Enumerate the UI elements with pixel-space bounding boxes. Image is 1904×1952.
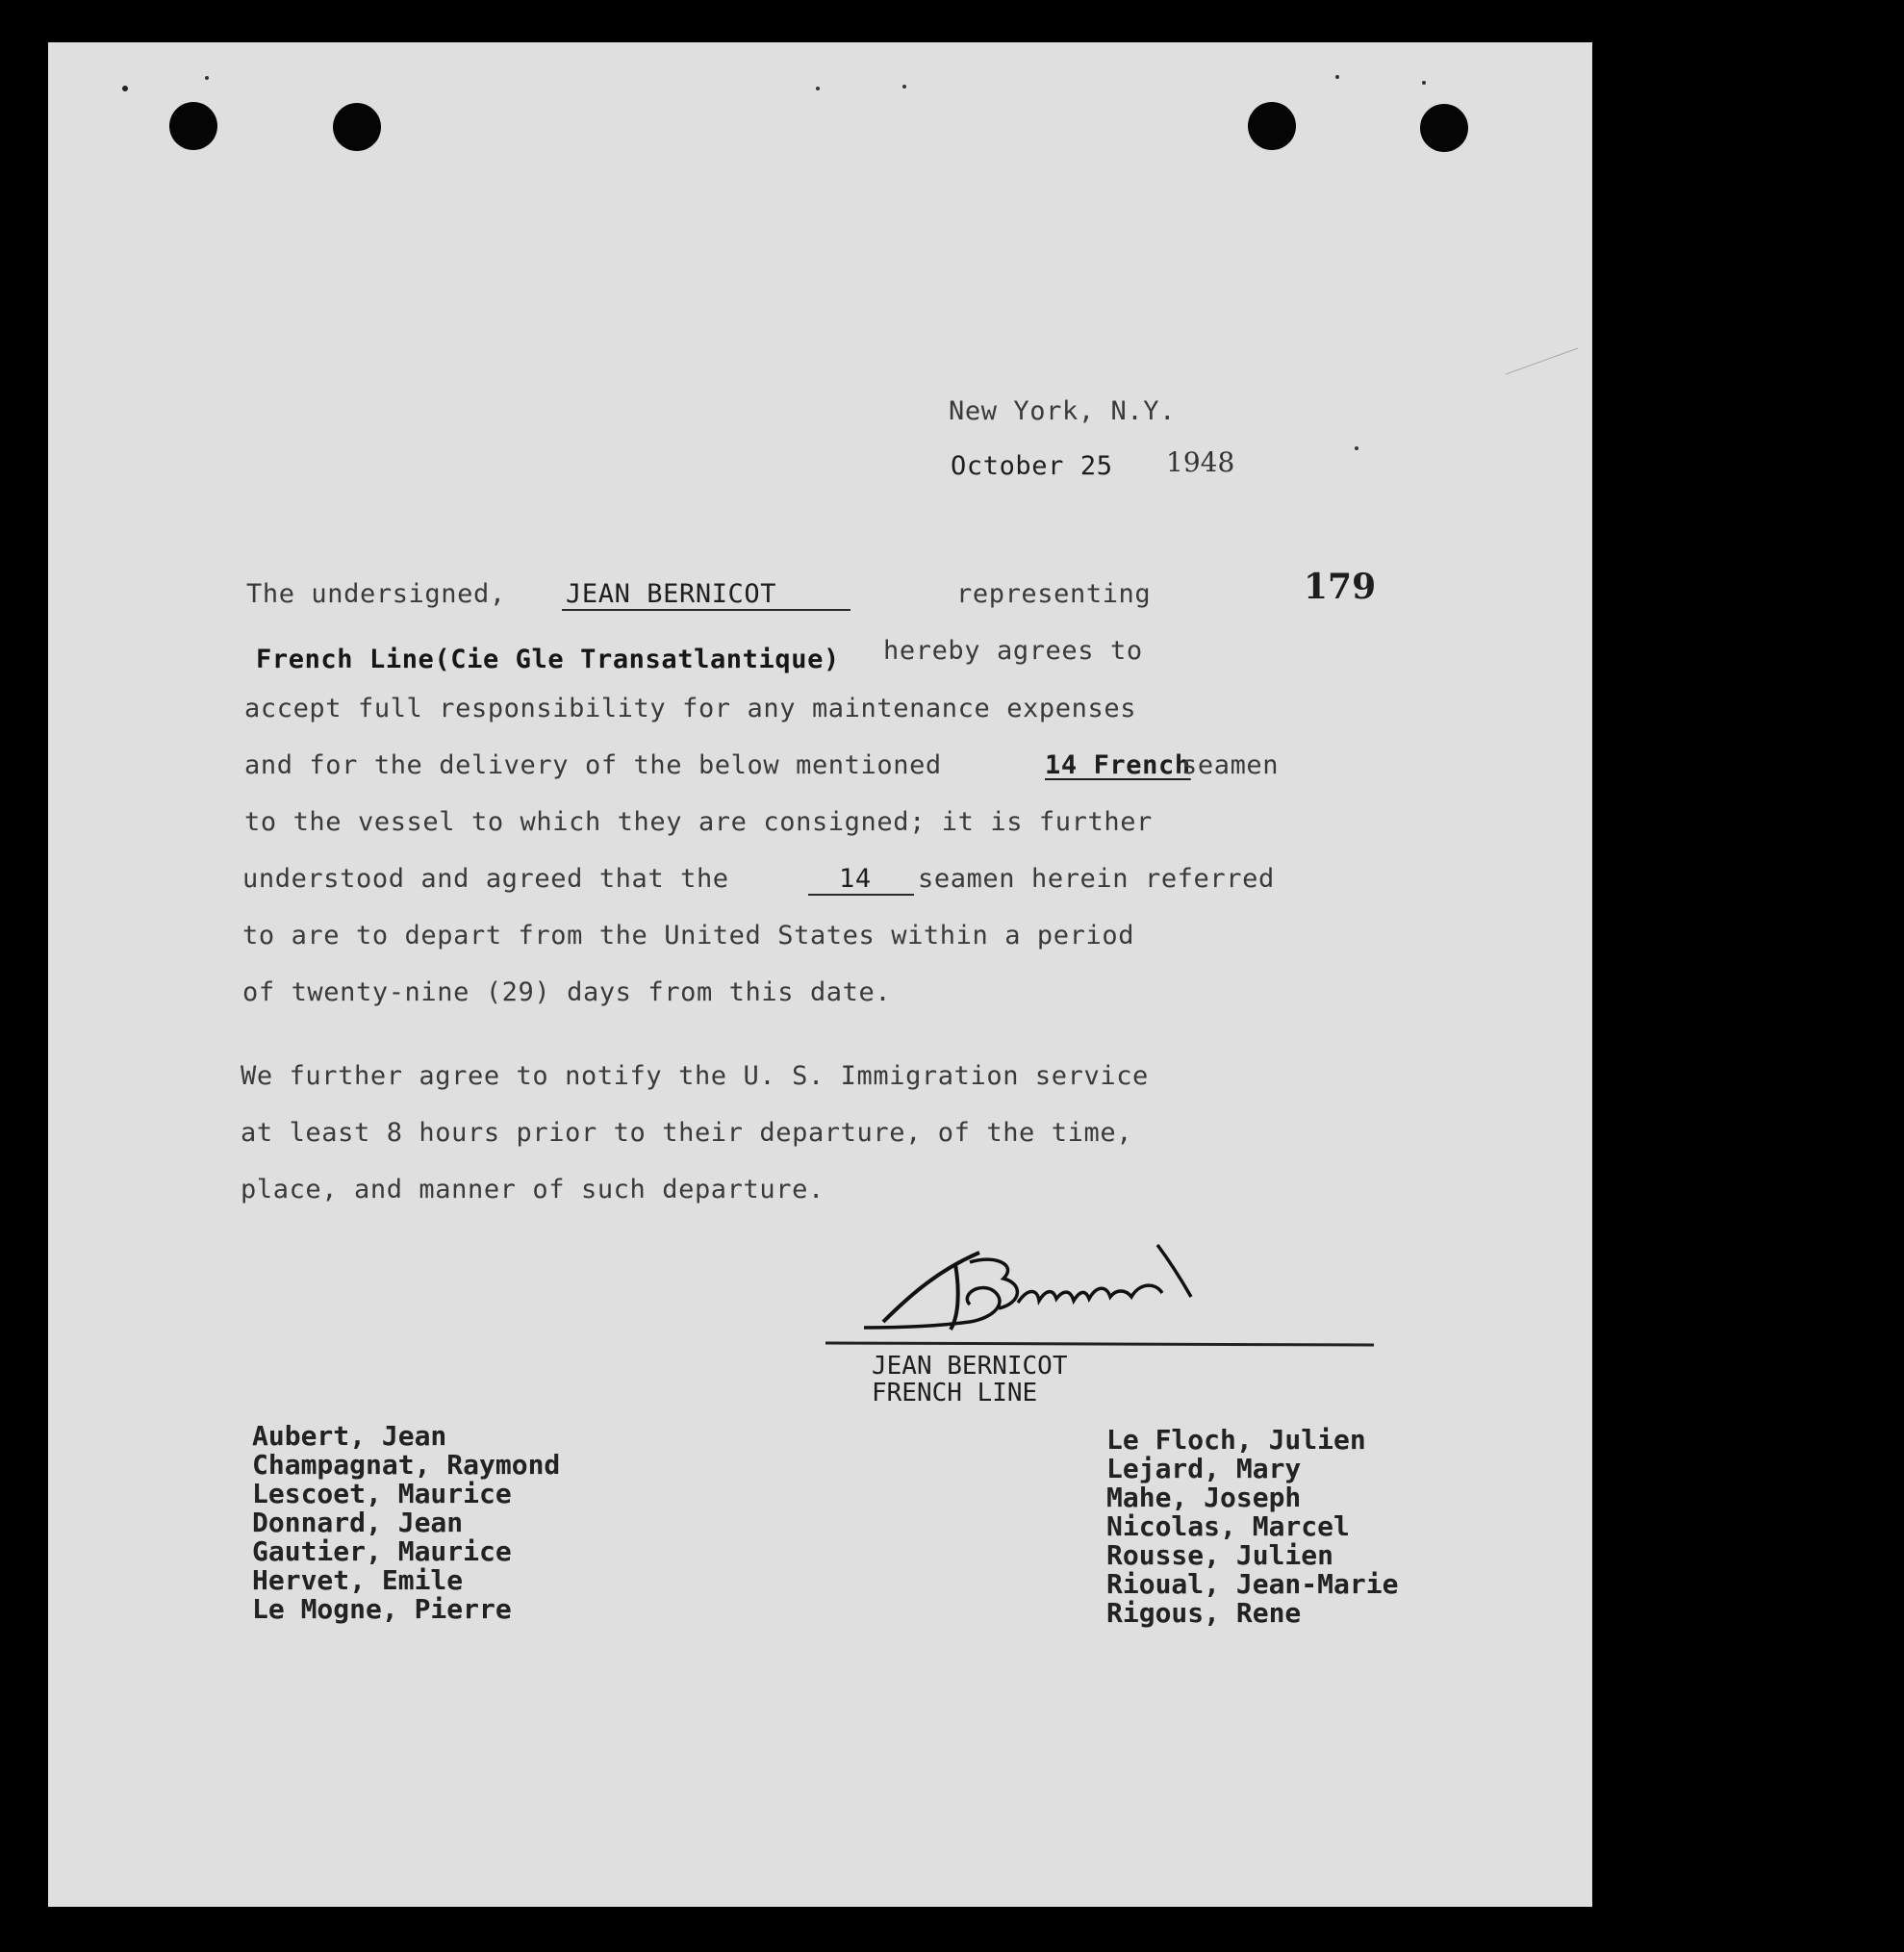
document-page [48, 42, 1592, 1907]
document-number: 179 [1304, 567, 1377, 607]
list-item: Donnard, Jean [252, 1507, 464, 1538]
body-line: to are to depart from the United States within a period [242, 921, 1135, 951]
list-item: Le Floch, Julien [1106, 1424, 1366, 1456]
list-item: Gautier, Maurice [252, 1535, 512, 1567]
body-line: and for the delivery of the below mentioned [244, 750, 942, 780]
handwritten-signature [825, 1235, 1384, 1351]
seamen-count-nationality: 14 French [1045, 750, 1191, 780]
body-line: understood and agreed that the [242, 864, 729, 894]
list-item: Rousse, Julien [1106, 1539, 1334, 1571]
date-year-handwritten: 1948 [1166, 446, 1235, 478]
list-item: Champagnat, Raymond [252, 1449, 561, 1481]
body-line: hereby agrees to [883, 636, 1143, 666]
body-line: We further agree to notify the U. S. Immigration service [241, 1061, 1149, 1091]
date-typed: October 25 [951, 451, 1113, 481]
list-item: Lescoet, Maurice [252, 1478, 512, 1509]
list-item: Nicolas, Marcel [1106, 1510, 1350, 1542]
body-line: seamen herein referred [918, 864, 1275, 894]
body-line: place, and manner of such departure. [241, 1175, 825, 1204]
undersigned-name: JEAN BERNICOT [566, 579, 777, 609]
body-line: to the vessel to which they are consigned; it is further [244, 807, 1153, 837]
name-underline [562, 609, 850, 611]
list-item: Lejard, Mary [1106, 1453, 1302, 1484]
place: New York, N.Y. [949, 396, 1176, 426]
body-line: at least 8 hours prior to their departure, of the time, [241, 1118, 1133, 1148]
signer-name: JEAN BERNICOT [872, 1352, 1068, 1381]
list-item: Aubert, Jean [252, 1420, 447, 1452]
body-line: of twenty-nine (29) days from this date. [242, 977, 892, 1007]
list-item: Rigous, Rene [1106, 1597, 1302, 1629]
seamen-list-left [252, 1422, 560, 1624]
body-line: representing [956, 579, 1152, 609]
body-line: The undersigned, [246, 579, 506, 609]
list-item: Le Mogne, Pierre [252, 1593, 512, 1625]
company-name: French Line(Cie Gle Transatlantique) [256, 645, 840, 674]
seamen-count: 14 [839, 864, 872, 894]
body-line: seamen [1181, 750, 1280, 780]
list-item: Hervet, Emile [252, 1564, 464, 1596]
list-item: Mahe, Joseph [1106, 1482, 1302, 1513]
seamen-list-right [1106, 1426, 1398, 1628]
signer-company: FRENCH LINE [872, 1379, 1038, 1407]
count-underline [808, 894, 914, 896]
signature-block [872, 1353, 1068, 1407]
list-item: Rioual, Jean-Marie [1106, 1568, 1399, 1600]
body-line: accept full responsibility for any maintenance expenses [244, 694, 1137, 723]
